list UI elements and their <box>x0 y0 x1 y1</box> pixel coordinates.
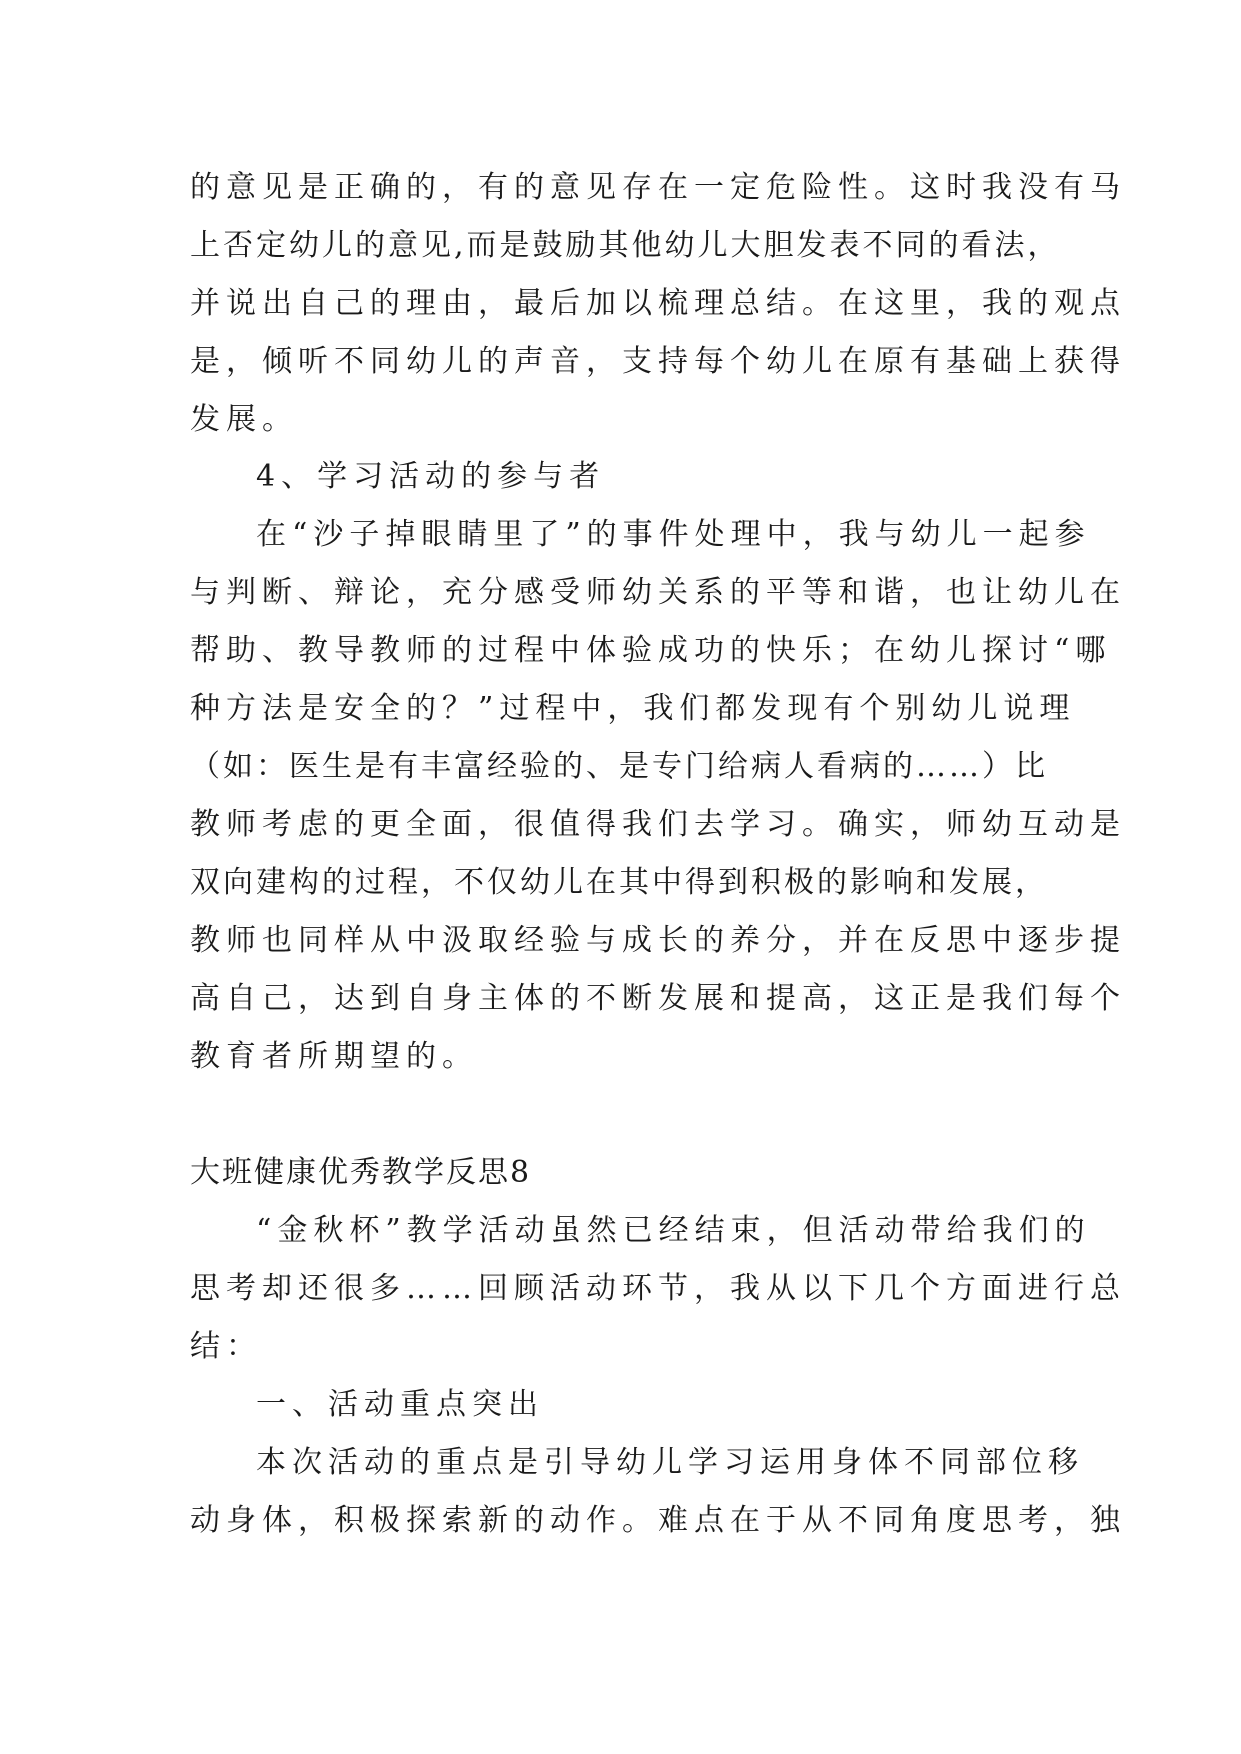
paragraph-line: 上否定幼儿的意见,而是鼓励其他幼儿大胆发表不同的看法， <box>190 228 1061 263</box>
paragraph-line: 种方法是安全的？”过程中，我们都发现有个别幼儿说理 <box>190 691 1076 726</box>
paragraph-line: 与判断、辩论，充分感受师幼关系的平等和谐，也让幼儿在 <box>190 575 1126 610</box>
paragraph-line: 思考却还很多……回顾活动环节，我从以下几个方面进行总 <box>190 1271 1126 1306</box>
paragraph-line: 帮助、教导教师的过程中体验成功的快乐；在幼儿探讨“哪 <box>190 633 1112 668</box>
section-heading: 4、学习活动的参与者 <box>256 459 606 494</box>
paragraph-line: 发展。 <box>190 402 298 437</box>
paragraph-line: 是，倾听不同幼儿的声音，支持每个幼儿在原有基础上获得 <box>190 344 1126 379</box>
paragraph-line: 结： <box>190 1329 262 1364</box>
paragraph-line: 动身体，积极探索新的动作。难点在于从不同角度思考，独 <box>190 1503 1126 1538</box>
paragraph-line: 高自己，达到自身主体的不断发展和提高，这正是我们每个 <box>190 981 1126 1016</box>
paragraph-line: 在“沙子掉眼睛里了”的事件处理中，我与幼儿一起参 <box>256 517 1091 552</box>
paragraph-line: 教师考虑的更全面，很值得我们去学习。确实，师幼互动是 <box>190 807 1126 842</box>
section-heading: 一、活动重点突出 <box>256 1387 544 1422</box>
paragraph-line: 本次活动的重点是引导幼儿学习运用身体不同部位移 <box>256 1445 1084 1480</box>
paragraph-line: 双向建构的过程，不仅幼儿在其中得到积极的影响和发展， <box>190 865 1048 900</box>
paragraph-line: （如：医生是有丰富经验的、是专门给病人看病的……）比 <box>190 749 1048 784</box>
paragraph-line: “金秋杯”教学活动虽然已经结束，但活动带给我们的 <box>256 1213 1091 1248</box>
paragraph-line: 教育者所期望的。 <box>190 1039 478 1074</box>
article-title: 大班健康优秀教学反思8 <box>190 1155 532 1190</box>
paragraph-line: 教师也同样从中汲取经验与成长的养分，并在反思中逐步提 <box>190 923 1126 958</box>
paragraph-line: 的意见是正确的，有的意见存在一定危险性。这时我没有马 <box>190 170 1126 205</box>
paragraph-line: 并说出自己的理由，最后加以梳理总结。在这里，我的观点 <box>190 286 1126 321</box>
